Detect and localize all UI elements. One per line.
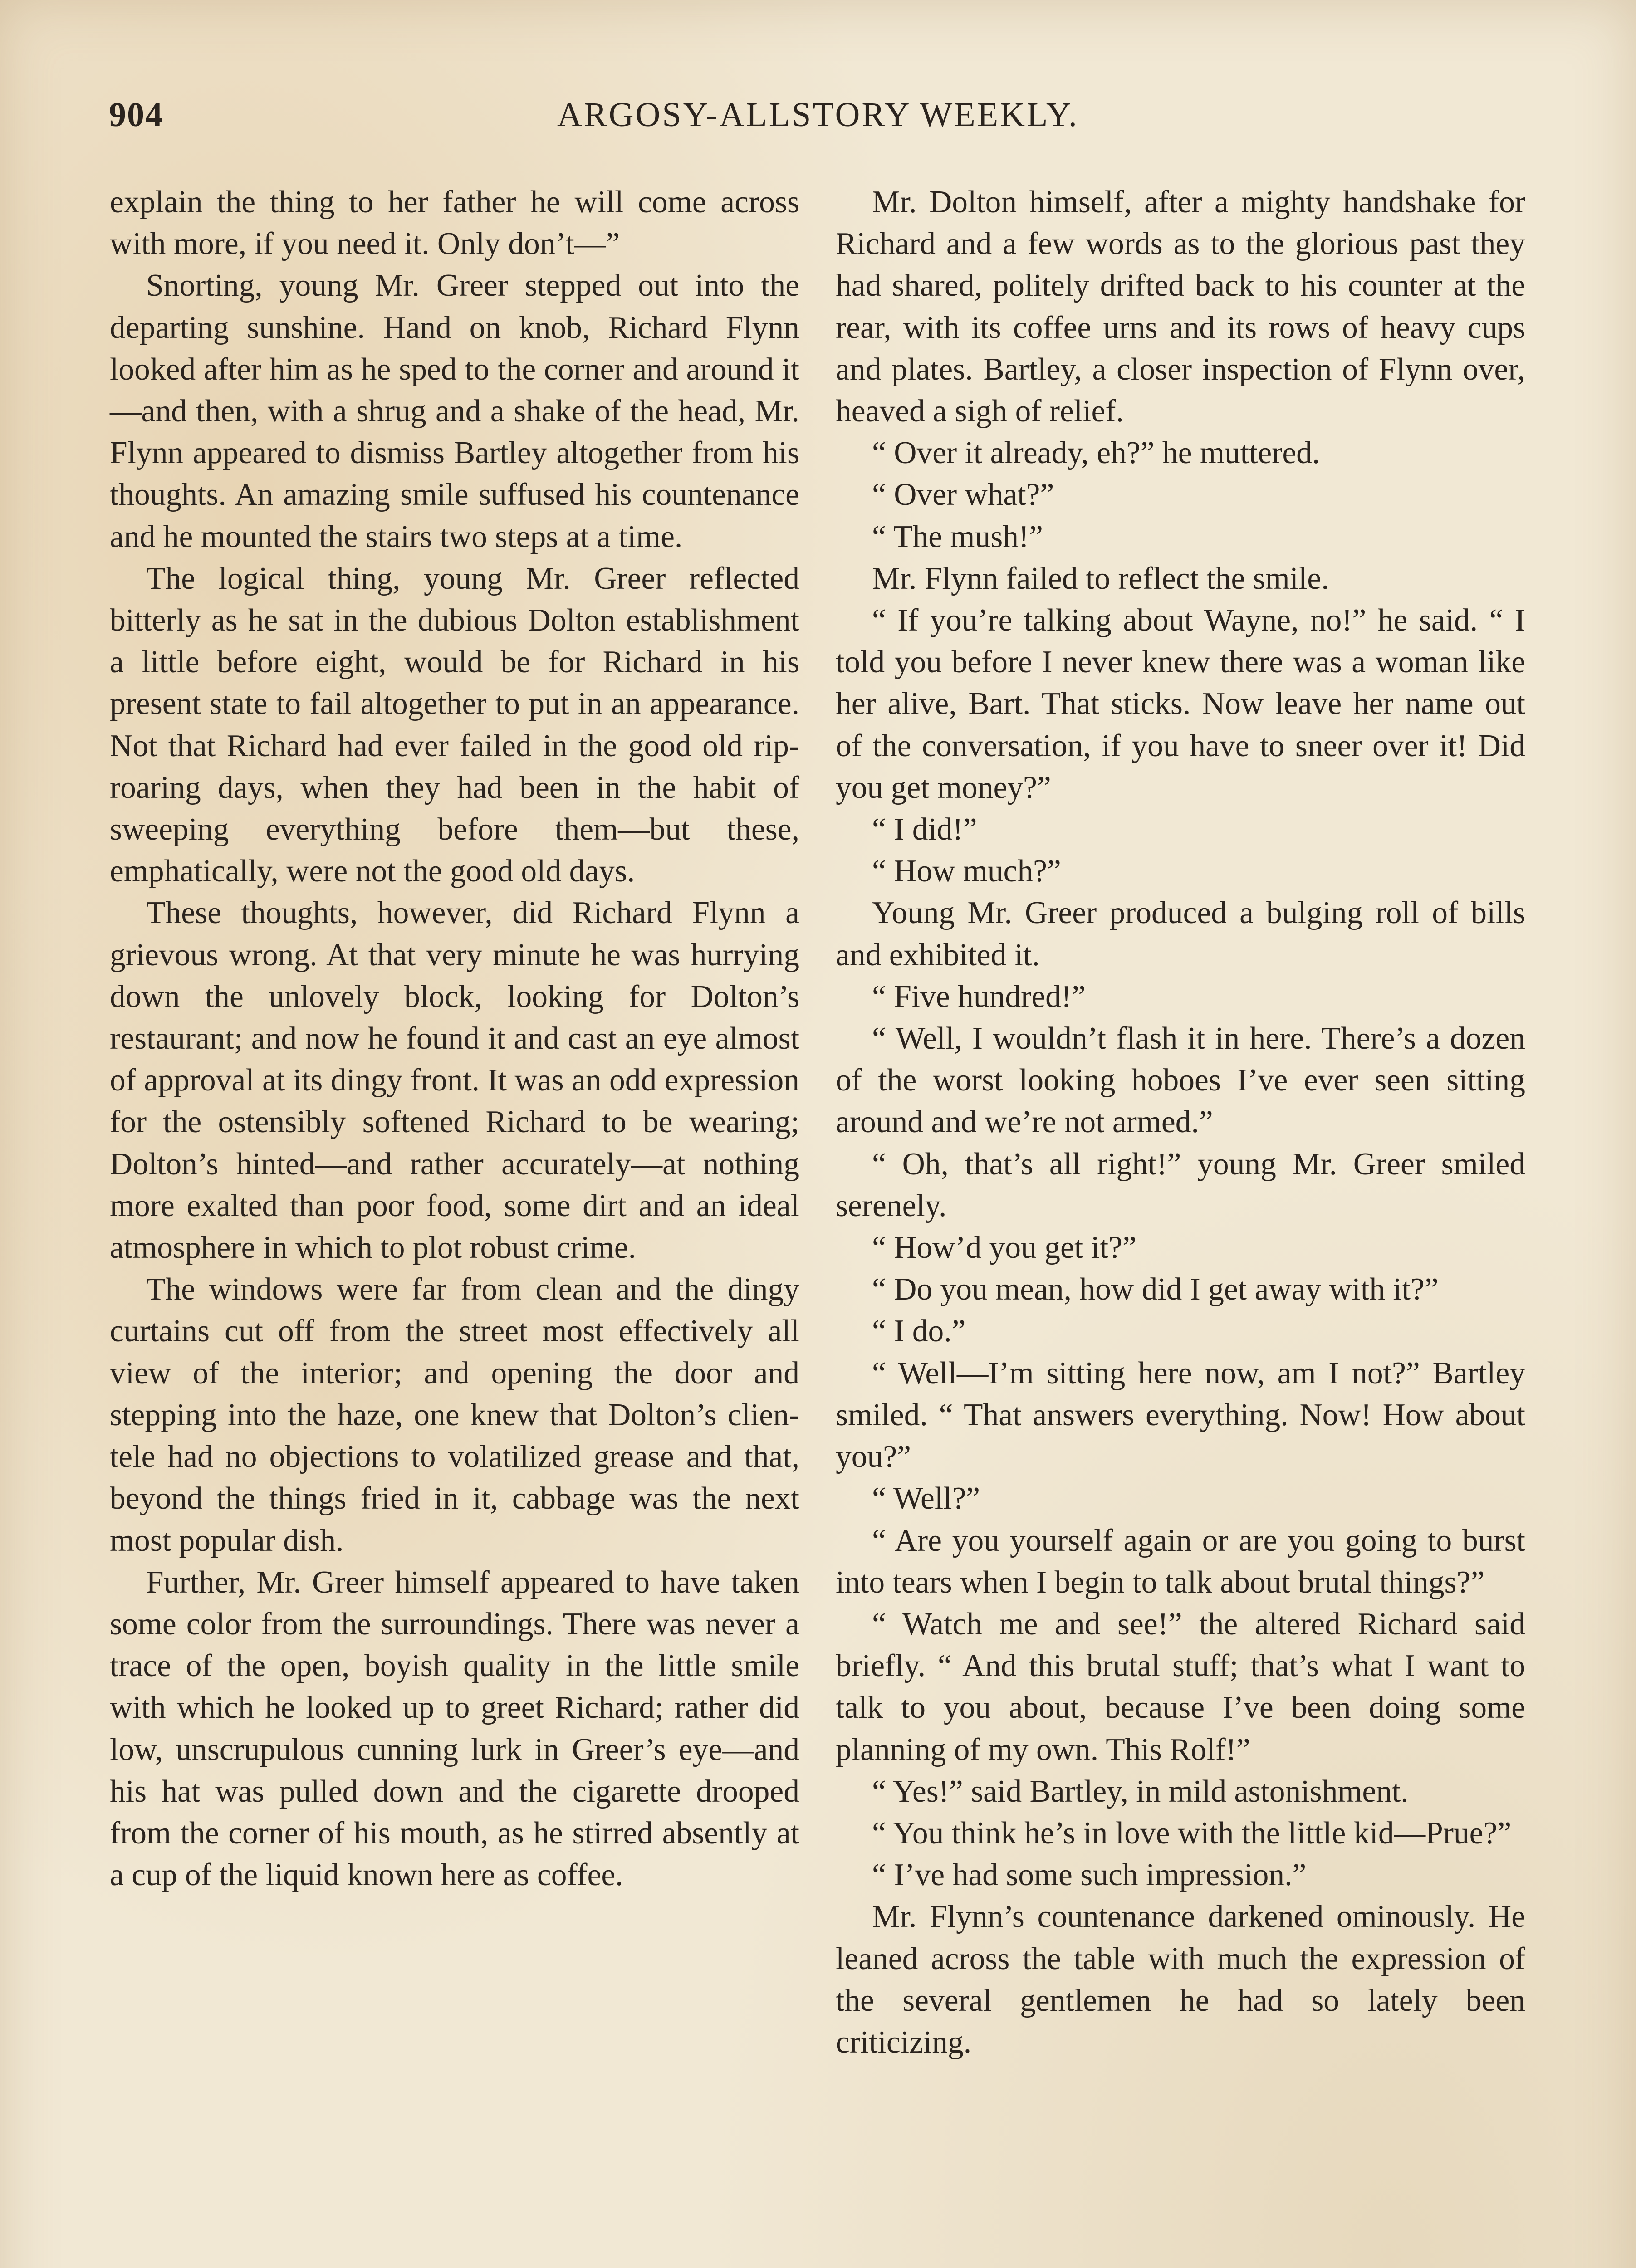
paragraph: “ Five hundred!” xyxy=(872,979,1086,1014)
right-column xyxy=(836,181,1525,2063)
paragraph: “ I do.” xyxy=(872,1314,966,1349)
paragraph: Young Mr. Greer produced a bulging roll of bills and exhibited it. xyxy=(836,895,1525,973)
paragraph: Further, Mr. Greer himself appeared to have taken some color from the surroundings. There was never a trace of the open, boyish quality in the little smile with which he looked up to greet Richard; rather did low, unscrupulous cunning lurk in Greer’s eye—and his hat was pulled down and the cigarette drooped from the corner of his mouth, as he stirred absently at a cup of the liquid known here as coffee. xyxy=(110,1564,799,1893)
page-number: 904 xyxy=(109,96,163,134)
paragraph: Mr. Dolton himself, after a mighty handshake for Richard and a few words as to the glorious past they had shared, politely drifted back to his counter at the rear, with its coffee urns and its rows of heavy cups and plates. Bartley, a closer inspection of Flynn over, heaved a sigh of relief. xyxy=(836,185,1525,429)
paragraph: “ If you’re talking about Wayne, no!” he said. “ I told you before I never knew there was a woman like her alive, Bart. That sticks. Now leave her name out of the conversation, if you have to sneer over it! Did you get money?” xyxy=(836,603,1525,805)
paragraph: “ Oh, that’s all right!” young Mr. Greer smiled serenely. xyxy=(836,1146,1525,1223)
paragraph: “ Well?” xyxy=(872,1481,980,1516)
paragraph: “ Over it already, eh?” he muttered. xyxy=(872,435,1320,471)
running-title: ARGOSY-ALLSTORY WEEKLY. xyxy=(557,96,1079,134)
paragraph: The logical thing, young Mr. Greer reflected bitterly as he sat in the dubious Dolton establishment a little before eight, would be for Richard in his present state to fail altogether to put in an appearance. Not that Richard had ever failed in the good old rip-roaring days, when they had been in the habit of sweeping everything before them—but these, emphatically, were not the good old days. xyxy=(110,561,799,889)
paragraph: “ The mush!” xyxy=(872,519,1043,554)
paragraph: “ Well—I’m sitting here now, am I not?” Bartley smiled. “ That answers everything. Now! How about you?” xyxy=(836,1355,1525,1475)
paragraph: “ How much?” xyxy=(872,854,1061,889)
left-column xyxy=(110,181,799,1896)
paragraph: “ Are you yourself again or are you going to burst into tears when I begin to talk about brutal things?” xyxy=(836,1523,1525,1600)
paragraph: “ Do you mean, how did I get away with it?” xyxy=(872,1272,1439,1307)
paragraph: “ Watch me and see!” the altered Richard said briefly. “ And this brutal stuff; that’s what I want to talk to you about, because I’ve been doing some planning of my own. This Rolf!” xyxy=(836,1606,1525,1767)
paragraph: “ I’ve had some such impression.” xyxy=(872,1857,1307,1893)
paragraph: Mr. Flynn’s countenance darkened ominously. He leaned across the table with much the expression of the several gentlemen he had so lately been criticizing. xyxy=(836,1899,1525,2060)
paragraph: “ How’d you get it?” xyxy=(872,1230,1136,1266)
paragraph: “ Over what?” xyxy=(872,477,1054,513)
page-header xyxy=(109,95,1527,150)
paragraph: Mr. Flynn failed to reflect the smile. xyxy=(872,561,1329,596)
paragraph: “ I did!” xyxy=(872,812,977,847)
paragraph: “ You think he’s in love with the little kid—Prue?” xyxy=(872,1815,1512,1851)
paragraph: explain the thing to her father he will come across with more, if you need it. Only don’t—” xyxy=(110,185,799,262)
paragraph: The windows were far from clean and the dingy curtains cut off from the street most effectively all view of the interior; and opening the door and stepping into the haze, one knew that Dolton’s clientele had no objections to volatilized grease and that, beyond the things fried in it, cabbage was the next most popular dish. xyxy=(110,1272,799,1558)
paragraph: Snorting, young Mr. Greer stepped out into the departing sunshine. Hand on knob, Richard Flynn looked after him as he sped to the corner and around it—and then, with a shrug and a shake of the head, Mr. Flynn appeared to dismiss Bartley altogether from his thoughts. An amazing smile suffused his countenance and he mounted the stairs two steps at a time. xyxy=(110,268,799,554)
paragraph: These thoughts, however, did Richard Flynn a grievous wrong. At that very minute he was hurrying down the unlovely block, looking for Dolton’s restaurant; and now he found it and cast an eye almost of approval at its dingy front. It was an odd expression for the ostensibly softened Richard to be wearing; Dolton’s hinted—and rather accurately—at nothing more exalted than poor food, some dirt and an ideal atmosphere in which to plot robust crime. xyxy=(110,895,799,1266)
paragraph: “ Yes!” said Bartley, in mild astonishment. xyxy=(872,1774,1409,1809)
paragraph: “ Well, I wouldn’t flash it in here. There’s a dozen of the worst looking hoboes I’ve ever seen sitting around and we’re not armed.” xyxy=(836,1021,1525,1140)
